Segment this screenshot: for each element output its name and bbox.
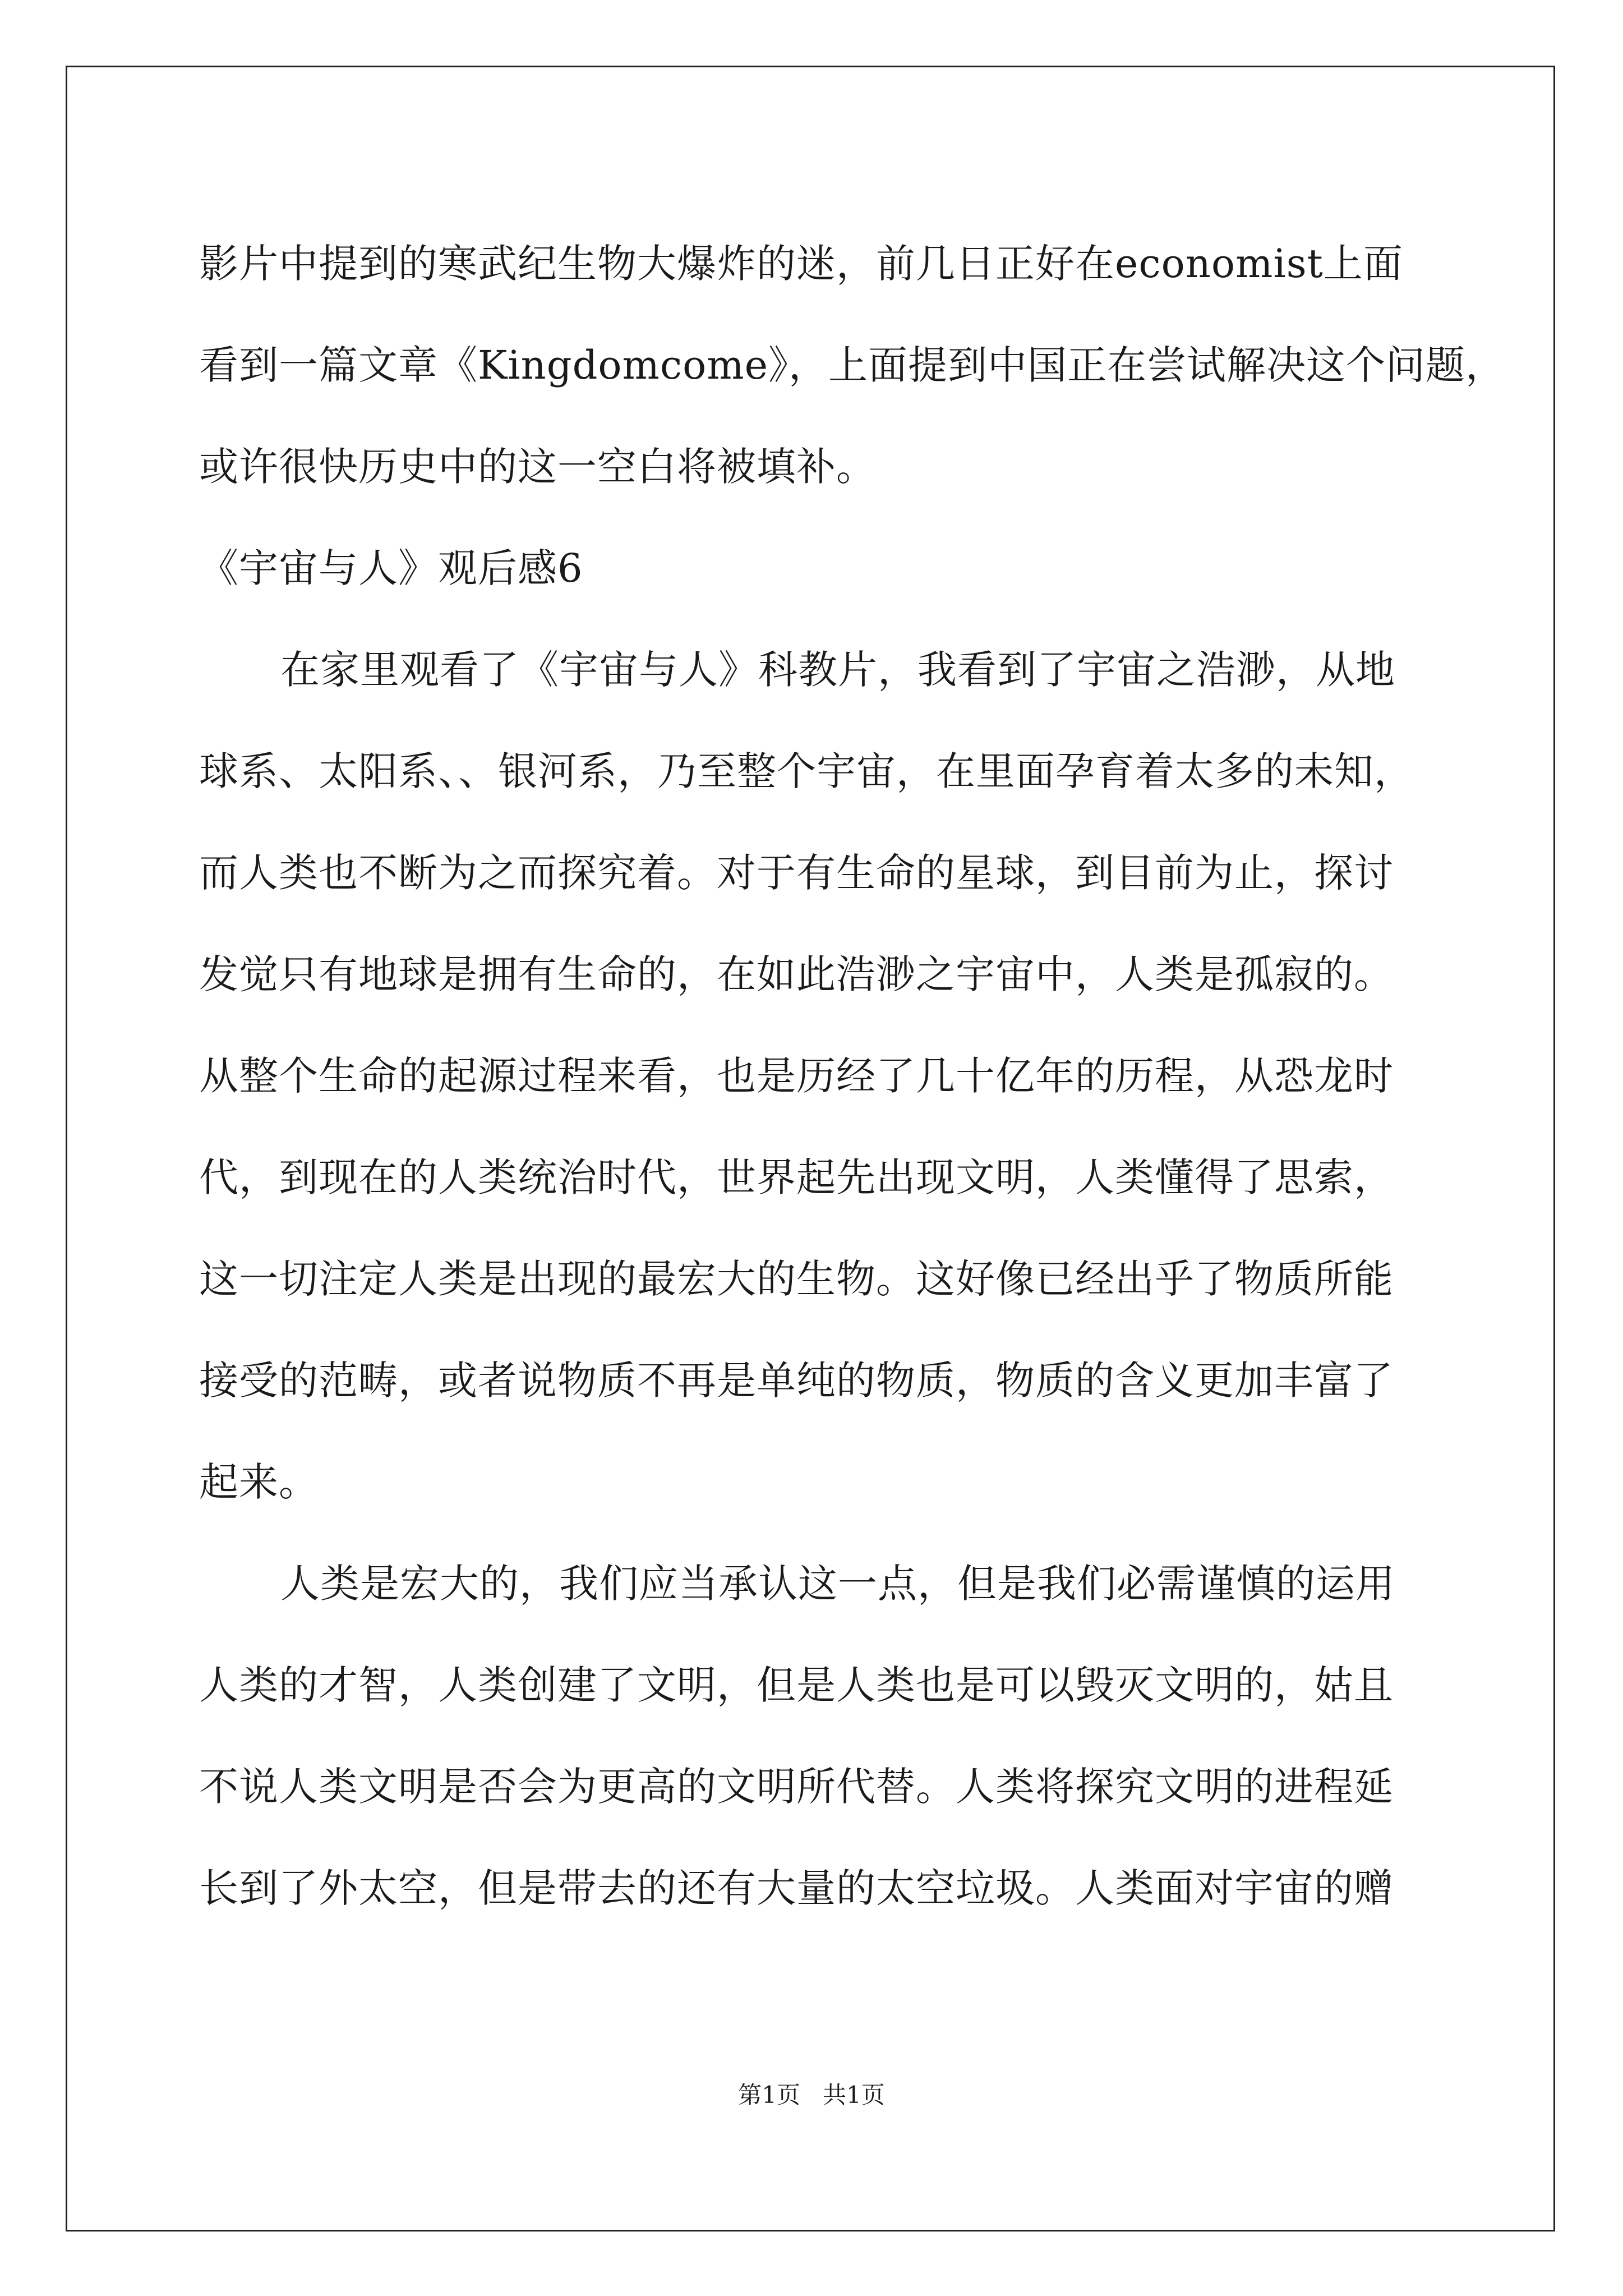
text-line: 球系、太阳系、、银河系，乃至整个宇宙，在里面孕育着太多的未知， [199,748,1414,794]
text-line: 接受的范畴，或者说物质不再是单纯的物质，物质的含义更加丰富了 [199,1358,1394,1404]
text-line: 这一切注定人类是出现的最宏大的生物。这好像已经出乎了物质所能 [199,1256,1394,1302]
text-line: 起来。 [199,1459,319,1505]
text-line: 发觉只有地球是拥有生命的，在如此浩渺之宇宙中，人类是孤寂的。 [199,951,1394,997]
text-line: 不说人类文明是否会为更高的文明所代替。人类将探究文明的进程延 [199,1764,1394,1810]
document-body [199,213,1506,1939]
text-line: 从整个生命的起源过程来看，也是历经了几十亿年的历程，从恐龙时 [199,1053,1394,1099]
text-line: 长到了外太空，但是带去的还有大量的太空垃圾。人类面对宇宙的赠 [199,1865,1394,1911]
text-line: 代，到现在的人类统治时代，世界起先出现文明，人类懂得了思索， [199,1154,1394,1200]
text-line: 或许很快历史中的这一空白将被填补。 [199,444,876,490]
text-line: 人类的才智，人类创建了文明，但是人类也是可以毁灭文明的，姑且 [199,1662,1394,1708]
paragraph-first-line: 人类是宏大的，我们应当承认这一点，但是我们必需谨慎的运用 [280,1561,1395,1607]
text-line: 看到一篇文章《Kingdomcome》，上面提到中国正在尝试解决这个问题， [199,342,1506,388]
text-line: 影片中提到的寒武纪生物大爆炸的迷，前几日正好在economist上面 [199,241,1403,287]
paragraph-first-line: 在家里观看了《宇宙与人》科教片，我看到了宇宙之浩渺，从地 [280,647,1395,693]
text-line: 而人类也不断为之而探究着。对于有生命的星球，到目前为止，探讨 [199,850,1394,896]
section-heading: 《宇宙与人》观后感6 [199,545,583,591]
page-number-footer: 第1页 共1页 [738,2081,885,2109]
